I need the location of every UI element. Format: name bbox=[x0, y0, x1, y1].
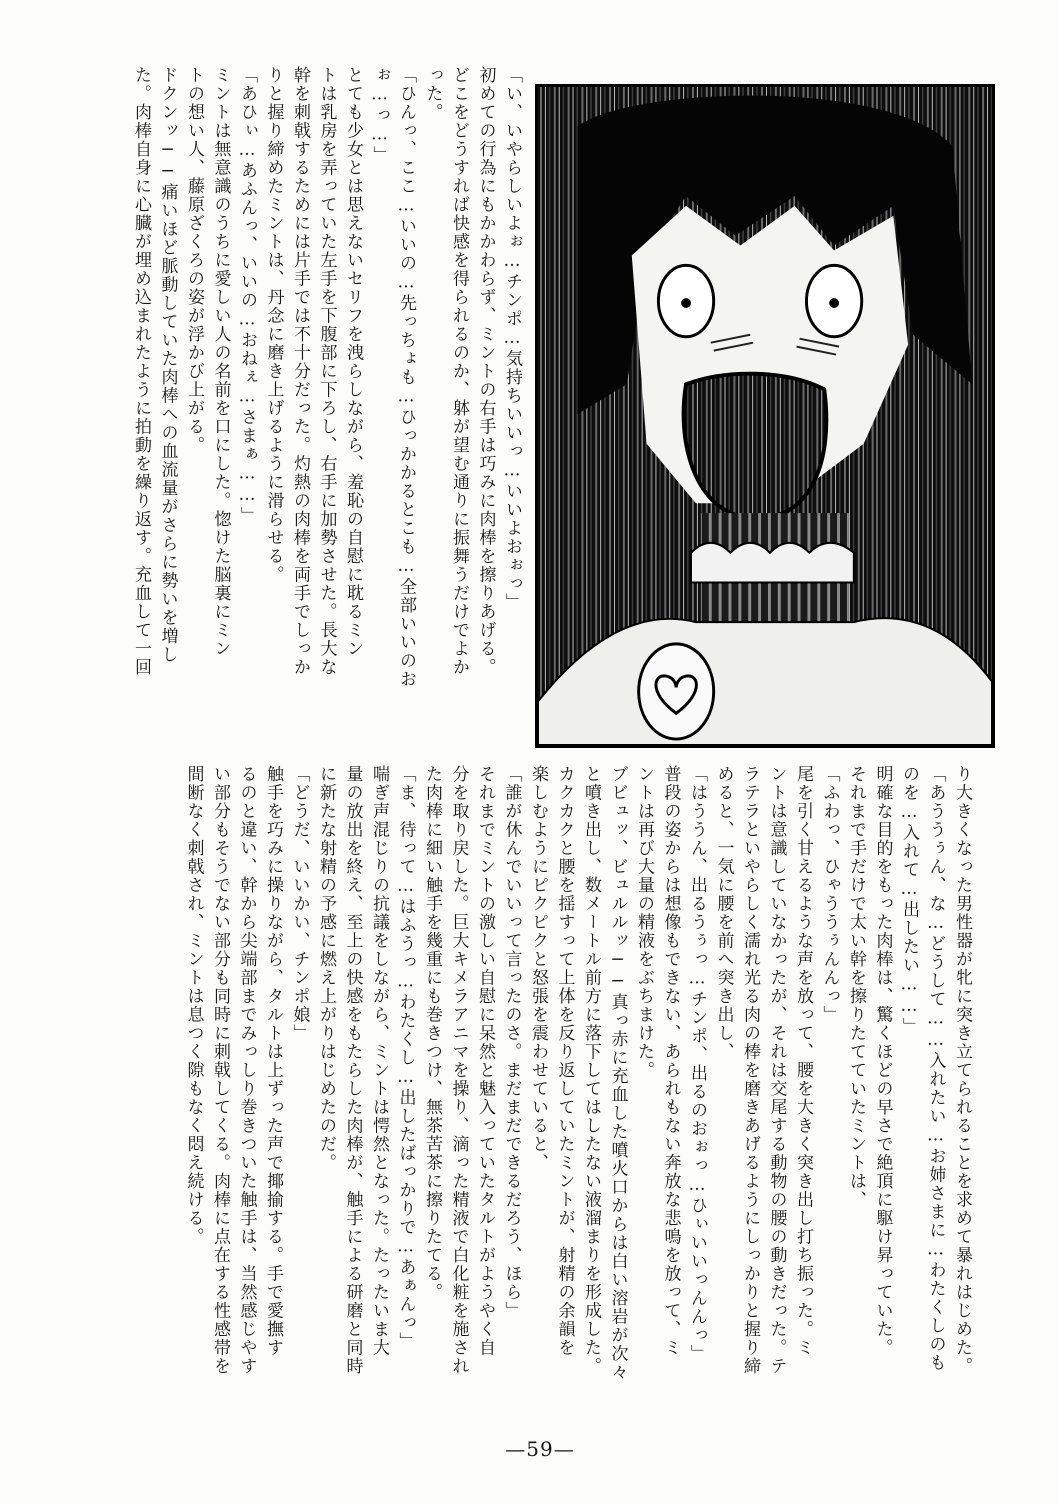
upper-text-block: 「い、いやらしいよぉ…チンポ…気持ちいいっ…いいよおぉっ」 初めての行為にもかかわらず、ミントの右手は巧みに肉棒を擦りあげる。 どこをどうすれば快感を得られるのか、躰が望む通りに振舞うだけでよか った。 「ひんっ、ここ…いいの…先っちょも…ひっかかるとこも…全部いいのお ぉ…っ…」 とても少女とは思えないセリフを洩らしながら、羞恥の自慰に耽るミン トは乳房を弄っていた左手を下腹部に下ろし、右手に加勢させた。長大な 幹を刺戟するためには片手では不十分だった。灼熱の肉棒を両手でしっか りと握り締めたミントは、丹念に磨き上げるように滑らせる。 「あひぃ…あふんっ、いいの…おねぇ…さまぁ……」 ミントは無意識のうちに愛しい人の名前を口にした。惚けた脳裏にミン トの想い人、藤原ざくろの姿が浮かび上がる。 ドクンッ──痛いほど脈動していた肉棒への血流量がさらに勢いを増し た。肉棒自身に心臓が埋め込まれたように拍動を繰り返す。充血して一回 bbox=[131, 66, 522, 689]
lower-text-block: り大きくなった男性器が牝に突き立てられることを求めて暴れはじめた。 「あううぅん、な…どうして……入れたい…お姉さまに…わたくしのも のを…入れて…出したい……」 明確な目的をもった肉棒は、驚くほどの早さで絶頂に駆け昇っていた。 それまで手だけで太い幹を擦りたてていたミントは、 「ふわっ、ひゃううぅんんっ」 尾を引く甘えるような声を放って、腰を大きく突き出し打ち振った。ミ ントは意識していなかったが、それは交尾する動物の腰の動きだった。テ ラテラといやらしく濡れ光る肉の棒を磨きあげるようにしっかりと握り締 めると、一気に腰を前へ突き出し、 「はううん、出るうぅっ…チンポ、出るのおぉっ…ひぃいいっんんっ」 普段の姿からは想像もできない、あられもない奔放な悲鳴を放って、ミ ントは再び大量の精液をぶちまけた。 ブビュッ、ビュルルッ──真っ赤に充血した噴火口からは白い溶岩が次々 と噴き出し、数メートル前方に落下してはしたない液溜まりを形成した。 カクカクと腰を揺すって上体を反り返していたミントが、射精の余韻を 楽しむようにピクピクと怒張を震わせていると、 「誰が休んでいいって言ったのさ。まだまだできるだろう、ほら」 それまでミントの激しい自慰に呆然と魅入っていたタルトがようやく自 分を取り戻した。巨大キメラアニマを操り、滴った精液で白化粧を施され た肉棒に細い触手を幾重にも巻きつけ、無茶苦茶に擦りたてる。 「ま、待って…はふうっ…わたくし…出したばっかりで…あぁんっ」 喘ぎ声混じりの抗議をしながら、ミントは愕然となった。たったいま大 量の放出を終え、至上の快感をもたらした肉棒が、触手による研磨と同時 に新たな射精の予感に燃え上がりはじめたのだ。 「どうだ、いいかい、チンポ娘」 触手を巧みに操りながら、タルトは上ずった声で揶揄する。手で愛撫す るのと違い、幹から尖端部までみっしり巻きついた触手は、当然感じやす い部分もそうでない部分も同時に刺戟してくる。肉棒に点在する性感帯を 間断なく刺戟され、ミントは息つく隙もなく悶え続ける。 bbox=[183, 765, 972, 1382]
page-number: —59— bbox=[505, 1437, 575, 1461]
manga-illustration bbox=[535, 84, 995, 748]
heart-pendant-shape bbox=[639, 644, 714, 739]
illustration-drawing bbox=[538, 87, 992, 745]
